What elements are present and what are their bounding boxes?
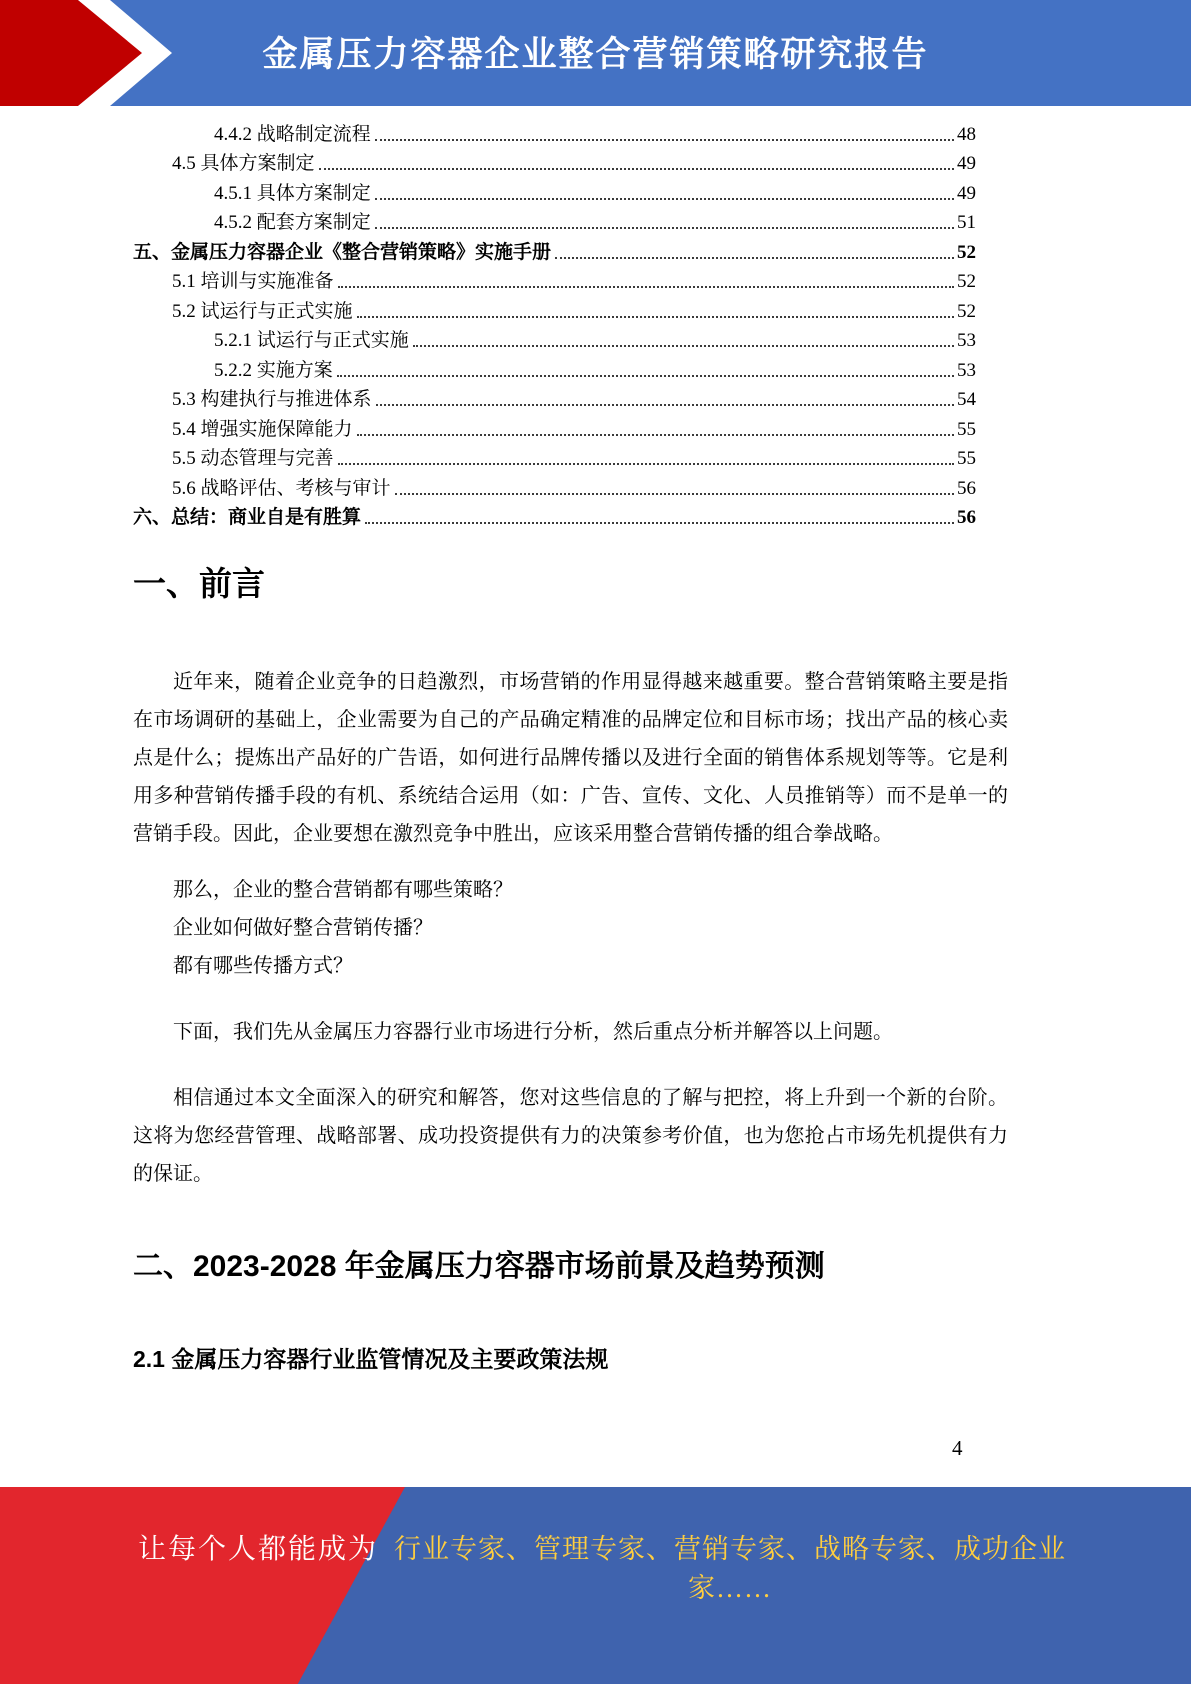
toc-entry-page: 52 [957,241,976,263]
toc-entry[interactable] [133,146,976,176]
toc-leader-dots [375,139,954,141]
toc-entry-page: 54 [957,389,976,410]
section-heading-market-forecast: 二、2023-2028 年金属压力容器市场前景及趋势预测 [133,1250,825,1283]
toc-entry-label: 4.5 具体方案制定 [172,153,315,174]
toc-entry[interactable] [133,382,976,412]
toc-entry[interactable] [133,470,976,500]
toc-entry-page: 52 [957,300,976,322]
toc-entry[interactable] [133,116,976,146]
toc-entry[interactable] [133,411,976,441]
document-body [133,558,1008,1374]
toc-entry-page: 55 [957,448,976,469]
toc-entry-label: 4.5.1 具体方案制定 [214,182,371,204]
toc-entry-page: 49 [957,153,976,174]
toc-entry-label: 5.6 战略评估、考核与审计 [172,477,391,499]
toc-leader-dots [376,404,954,406]
toc-leader-dots [337,375,954,377]
report-title: 金属压力容器企业整合营销策略研究报告 [262,35,929,74]
page-header-banner [0,0,1191,106]
toc-leader-dots [375,227,954,229]
toc-entry-page: 55 [957,418,976,440]
page-footer-banner [0,1487,1191,1684]
toc-entry-page: 53 [957,359,976,381]
toc-entry-label: 六、总结：商业自是有胜算 [133,507,362,528]
toc-leader-dots [357,434,954,436]
toc-leader-dots [338,286,954,288]
toc-entry[interactable] [133,441,976,471]
paragraph-question: 都有哪些传播方式？ [173,955,353,977]
toc-entry[interactable] [133,323,976,353]
toc-leader-dots [357,316,954,318]
toc-entry[interactable] [133,293,976,323]
toc-leader-dots [413,345,954,347]
toc-leader-dots [338,463,954,465]
paragraph-question: 那么，企业的整合营销都有哪些策略？ [173,879,513,901]
toc-entry[interactable] [133,500,976,530]
toc-entry-label: 5.5 动态管理与完善 [172,448,334,469]
toc-entry-page: 49 [957,182,976,204]
toc-entry[interactable] [133,175,976,205]
toc-entry[interactable] [133,234,976,264]
toc-leader-dots [365,522,954,524]
toc-entry-label: 5.2.2 实施方案 [214,359,333,381]
toc-entry-page: 48 [957,123,976,145]
section-heading-preface: 一、前言 [133,565,265,602]
toc-entry-label: 5.2.1 试运行与正式实施 [214,330,409,351]
footer-slogan-right: 行业专家、管理专家、营销专家、战略专家、成功企业家…… [394,1534,1066,1603]
toc-entry[interactable] [133,352,976,382]
toc-entry-label: 5.4 增强实施保障能力 [172,418,353,440]
toc-leader-dots [395,493,954,495]
paragraph: 下面，我们先从金属压力容器行业市场进行分析，然后重点分析并解答以上问题。 [173,1021,893,1043]
toc-entry-page: 53 [957,330,976,351]
toc-entry-page: 51 [957,212,976,233]
toc-entry[interactable] [133,205,976,235]
toc-leader-dots [319,168,954,170]
toc-entry-label: 4.4.2 战略制定流程 [214,123,371,145]
table-of-contents [133,116,976,529]
toc-entry-label: 4.5.2 配套方案制定 [214,212,371,233]
toc-entry-page: 52 [957,271,976,292]
toc-entry-label: 5.1 培训与实施准备 [172,271,334,292]
toc-entry-label: 五、金属压力容器企业《整合营销策略》实施手册 [133,241,552,263]
paragraph-question: 企业如何做好整合营销传播？ [173,917,433,939]
footer-slogan-left: 让每个人都能成为 [138,1534,379,1565]
page-number: 4 [952,1436,963,1460]
toc-leader-dots [555,257,954,259]
toc-entry-label: 5.3 构建执行与推进体系 [172,389,372,410]
paragraph: 相信通过本文全面深入的研究和解答，您对这些信息的了解与把控，将上升到一个新的台阶。这将为您经营管理、战略部署、成功投资提供有力的决策参考价值，也为您抢占市场先机提供有力的保证。 [133,1087,1008,1185]
toc-entry-label: 5.2 试运行与正式实施 [172,300,353,322]
toc-entry-page: 56 [957,507,976,528]
subsection-heading-regulation: 2.1 金属压力容器行业监管情况及主要政策法规 [133,1346,609,1372]
toc-entry-page: 56 [957,477,976,499]
toc-leader-dots [375,198,954,200]
toc-entry[interactable] [133,264,976,294]
paragraph: 近年来，随着企业竞争的日趋激烈，市场营销的作用显得越来越重要。整合营销策略主要是指在市场调研的基础上，企业需要为自己的产品确定精准的品牌定位和目标市场；找出产品的核心卖点是什么；提炼出产品好的广告语，如何进行品牌传播以及进行全面的销售体系规划等等。它是利用多种营销传播手段的有机、系统结合运用（如：广告、宣传、文化、人员推销等）而不是单一的营销手段。因此，企业要想在激烈竞争中胜出，应该采用整合营销传播的组合拳战略。 [133,671,1008,845]
